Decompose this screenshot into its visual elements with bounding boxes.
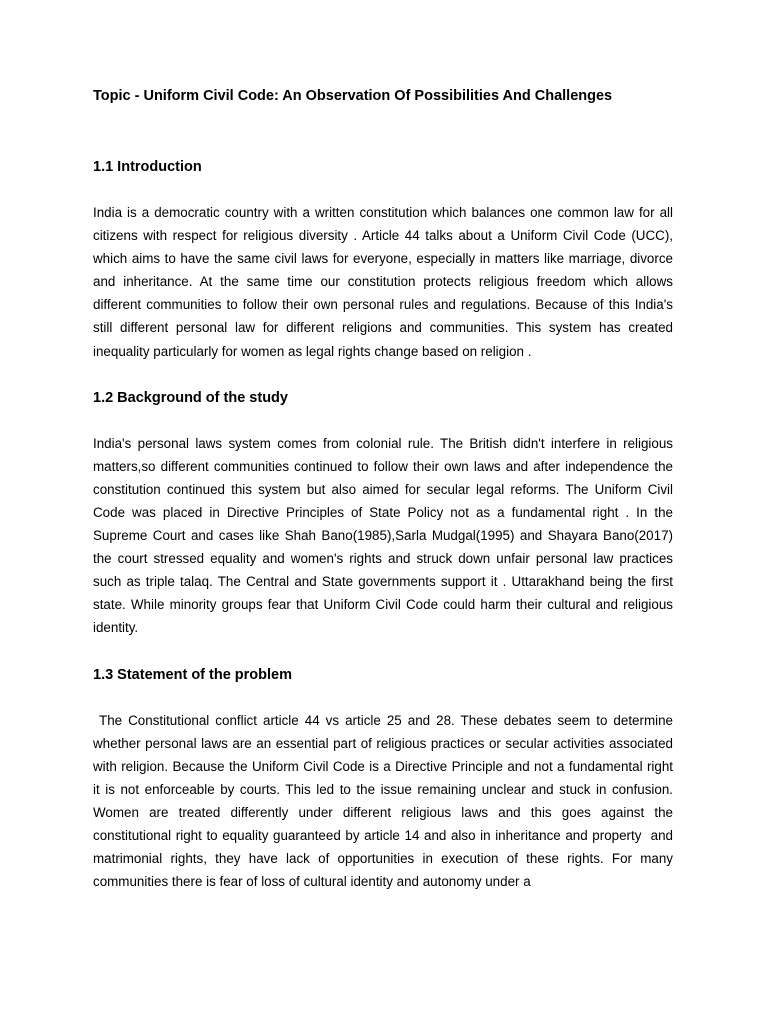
document-page xyxy=(93,86,677,893)
section-body-introduction: India is a democratic country with a written constitution which balances one common law for all citizens with respect for religious diversity . Article 44 talks about a Uniform Civil Code (UCC), which aims to have the same civil laws for everyone, especially in matters like marriage, divorce and inheritance. At the same time our constitution protects religious freedom which allows different communities to follow their own personal rules and regulations. Because of this India's still different personal law for different religions and communities. This system has created inequality particularly for women as legal rights change based on religion . xyxy=(93,205,673,359)
document-title: Topic - Uniform Civil Code: An Observation Of Possibilities And Challenges xyxy=(93,88,613,104)
section-heading-problem-statement: 1.3 Statement of the problem xyxy=(93,666,293,683)
section-heading-introduction: 1.1 Introduction xyxy=(93,159,202,175)
section-body-problem-statement: The Constitutional conflict article 44 vs article 25 and 28. These debates seem to determine whether personal laws are an essential part of religious practices or secular activities associated with religion. Because the Uniform Civil Code is a Directive Principle and not a fundamental right it is not enforceable by courts. This led to the issue remaining unclear and stuck in confusion. Women are treated differently under different religious laws and this goes against the constitutional right to equality guaranteed by article 14 and also in inheritance and property and matrimonial rights, they have lack of opportunities in execution of these rights. For many communities there is fear of loss of cultural identity and autonomy under a xyxy=(93,712,677,890)
section-heading-background: 1.2 Background of the study xyxy=(93,389,288,406)
section-body-background: India's personal laws system comes from colonial rule. The British didn't interfere in religious matters,so different communities continued to follow their own laws and after independence the constitution continued this system but also aimed for secular legal reforms. The Uniform Civil Code was placed in Directive Principles of State Policy not as a fundamental right . In the Supreme Court and cases like Shah Bano(1985),Sarla Mudgal(1995) and Shayara Bano(2017) the court stressed equality and women's rights and struck down unfair personal law practices such as triple talaq. The Central and State governments support it . Uttarakhand being the first state. While minority groups fear that Uniform Civil Code could harm their cultural and religious identity. xyxy=(93,435,673,636)
